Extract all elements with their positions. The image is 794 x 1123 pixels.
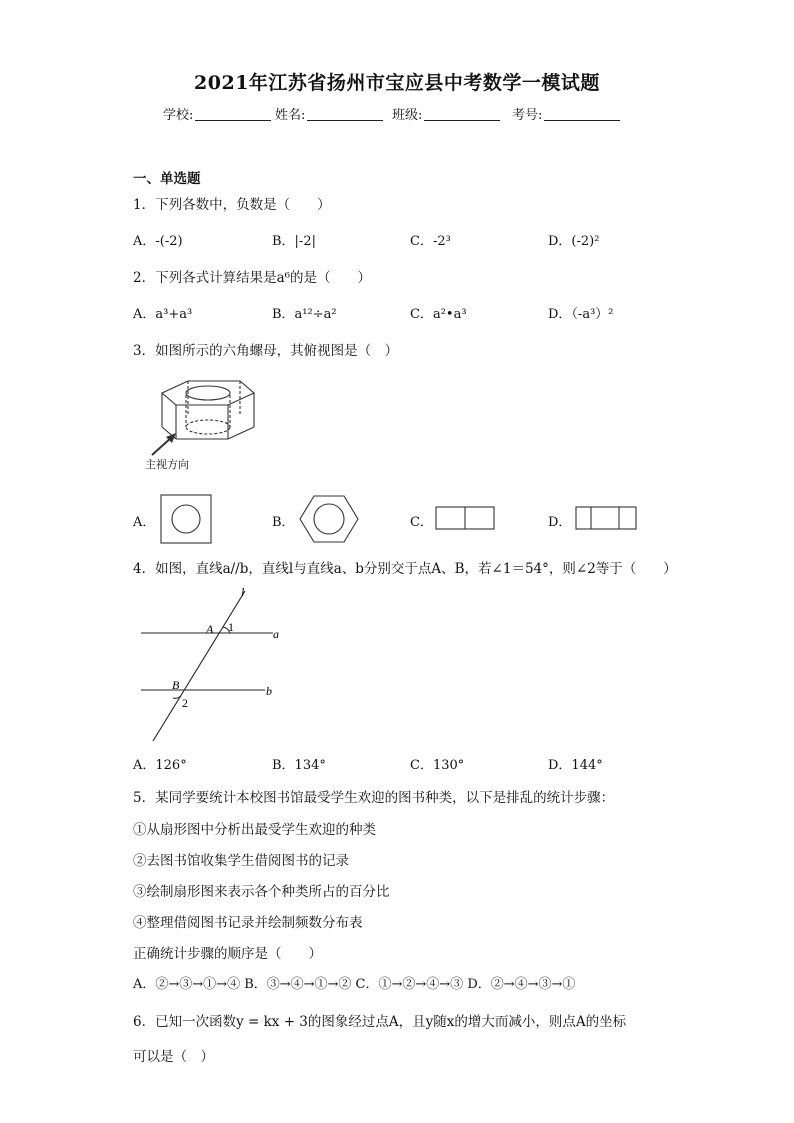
label-A: A xyxy=(206,622,214,636)
label-a: a xyxy=(273,627,279,641)
q1-stem: 1．下列各数中，负数是（ ） xyxy=(133,197,331,213)
q3-option-d-label: D． xyxy=(548,515,572,530)
school-label: 学校: xyxy=(163,108,194,123)
q2-stem: 2．下列各式计算结果是a⁶的是（ ） xyxy=(133,270,372,286)
page-title: 2021年江苏省扬州市宝应县中考数学一模试题 xyxy=(194,72,600,94)
q4-option-c: C．130° xyxy=(410,758,465,773)
exam-no-field xyxy=(512,104,620,123)
q4-option-d: D．144° xyxy=(548,758,603,773)
school-blank xyxy=(195,107,271,121)
section-title: 一、单选题 xyxy=(133,171,201,187)
q5-step-3: ③绘制扇形图来表示各个种类所占的百分比 xyxy=(133,884,390,900)
q2-option-a: A．a³+a³ xyxy=(133,307,193,322)
label-B: B xyxy=(172,678,180,692)
q1-option-c: C．-2³ xyxy=(410,234,451,249)
q3-option-a-square-circle xyxy=(160,494,212,544)
q6-stem-line1: 6．已知一次函数y = kx + 3的图象经过点A，且y随x的增大而减小，则点A的坐标 xyxy=(133,1014,627,1030)
q3-option-c-label: C． xyxy=(410,515,433,530)
name-label: 姓名: xyxy=(275,108,306,123)
q5-step-1: ①从扇形图中分析出最受学生欢迎的种类 xyxy=(133,822,376,838)
q3-stem: 3．如图所示的六角螺母，其俯视图是（ ） xyxy=(133,343,399,359)
q1-option-a: A．-(-2) xyxy=(133,234,183,249)
q4-option-b: B．134° xyxy=(272,758,326,773)
q6-stem-line2: 可以是（ ） xyxy=(133,1049,214,1065)
name-blank xyxy=(307,107,383,121)
figure-caption: 主视方向 xyxy=(145,458,189,471)
class-field xyxy=(392,104,500,123)
exam-no-label: 考号: xyxy=(512,108,543,123)
label-b: b xyxy=(266,684,272,698)
parallel-lines-figure xyxy=(135,583,295,748)
name-field xyxy=(275,104,383,123)
q5-options: A．②→③→①→④ B．③→④→①→② C．①→②→④→③ D．②→④→③→① xyxy=(133,977,576,992)
class-label: 班级: xyxy=(392,108,423,123)
q4-stem: 4．如图，直线a//b，直线l与直线a、b分别交于点A、B，若∠1＝54°，则∠2等于（ ） xyxy=(133,561,677,577)
q3-option-b-hexagon-circle xyxy=(298,494,360,544)
q5-step-2: ②去图书馆收集学生借阅图书的记录 xyxy=(133,853,349,869)
school-field xyxy=(163,104,271,123)
label-angle-2: 2 xyxy=(182,696,188,710)
q3-option-d-three-rectangles xyxy=(575,506,639,531)
q4-option-a: A．126° xyxy=(133,758,187,773)
label-angle-1: 1 xyxy=(228,620,234,634)
q5-stem: 5．某同学要统计本校图书馆最受学生欢迎的图书种类，以下是排乱的统计步骤： xyxy=(133,790,615,806)
label-l: l xyxy=(241,585,245,599)
class-blank xyxy=(424,107,500,121)
q2-option-c: C．a²•a³ xyxy=(410,307,467,322)
exam-no-blank xyxy=(544,107,620,121)
q3-option-b-label: B． xyxy=(272,515,295,530)
q2-option-b: B．a¹²÷a² xyxy=(272,307,337,322)
q3-option-a-label: A． xyxy=(133,515,156,530)
q3-option-c-two-rectangles xyxy=(435,506,497,531)
q5-question: 正确统计步骤的顺序是（ ） xyxy=(133,946,322,962)
q5-step-4: ④整理借阅图书记录并绘制频数分布表 xyxy=(133,915,363,931)
q2-option-d: D．（-a³）² xyxy=(548,307,614,322)
q1-option-d: D．(-2)² xyxy=(548,234,600,249)
q1-option-b: B．|-2| xyxy=(272,234,316,249)
